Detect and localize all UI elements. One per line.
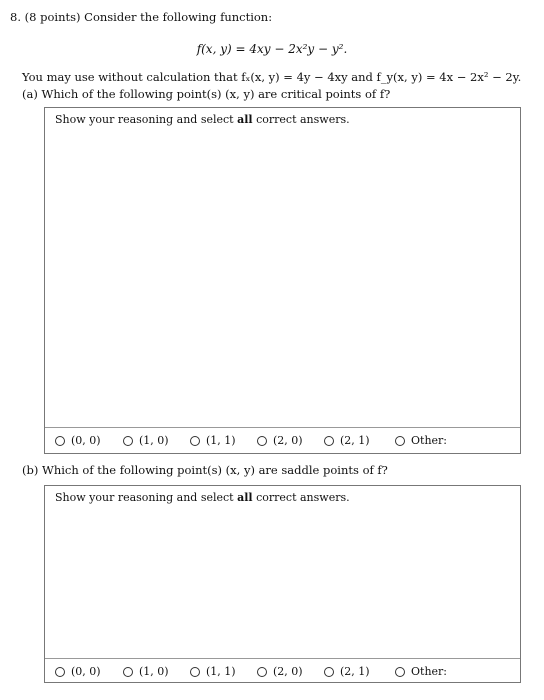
part-b-choice-1-0[interactable]: (1, 0) — [123, 665, 169, 678]
part-a-choice-other[interactable]: Other: — [395, 434, 447, 447]
question-number: 8. — [10, 10, 21, 24]
part-a-instructions: Show your reasoning and select all correct answers. — [55, 113, 350, 126]
part-a-choices — [45, 427, 520, 454]
part-a-label: (a) — [22, 87, 38, 101]
part-b-choice-2-0[interactable]: (2, 0) — [257, 665, 303, 678]
radio-icon[interactable] — [55, 667, 65, 677]
part-a-choice-2-1[interactable]: (2, 1) — [324, 434, 370, 447]
part-b-label: (b) — [22, 463, 39, 477]
radio-icon[interactable] — [324, 667, 334, 677]
part-a-text: Which of the following point(s) (x, y) are critical points of f? — [41, 87, 391, 101]
question-prompt: Consider the following function: — [84, 10, 273, 24]
radio-icon[interactable] — [123, 667, 133, 677]
part-b-instructions: Show your reasoning and select all correct answers. — [55, 491, 350, 504]
part-a-choice-2-0[interactable]: (2, 0) — [257, 434, 303, 447]
part-a-answer-box[interactable] — [44, 107, 521, 454]
part-b-choices — [45, 658, 520, 685]
part-b-choice-2-1[interactable]: (2, 1) — [324, 665, 370, 678]
part-a-choice-0-0[interactable]: (0, 0) — [55, 434, 101, 447]
given-partials: You may use without calculation that fₓ(x, y) = 4y − 4xy and f_y(x, y) = 4x − 2x² − 2y. — [22, 70, 522, 84]
part-b-choice-0-0[interactable]: (0, 0) — [55, 665, 101, 678]
radio-icon[interactable] — [190, 667, 200, 677]
question-header — [10, 10, 272, 24]
function-formula: f(x, y) = 4xy − 2x²y − y². — [196, 42, 348, 56]
part-b-answer-box[interactable] — [44, 485, 521, 683]
part-a-choice-1-1[interactable]: (1, 1) — [190, 434, 236, 447]
part-b-text: Which of the following point(s) (x, y) are saddle points of f? — [42, 463, 388, 477]
part-b-question — [22, 463, 388, 477]
part-b-choice-1-1[interactable]: (1, 1) — [190, 665, 236, 678]
radio-icon[interactable] — [123, 436, 133, 446]
radio-icon[interactable] — [257, 436, 267, 446]
part-a-question — [22, 87, 390, 101]
radio-icon[interactable] — [395, 436, 405, 446]
question-points: (8 points) — [24, 10, 81, 24]
radio-icon[interactable] — [55, 436, 65, 446]
radio-icon[interactable] — [395, 667, 405, 677]
radio-icon[interactable] — [257, 667, 267, 677]
part-b-choice-other[interactable]: Other: — [395, 665, 447, 678]
radio-icon[interactable] — [324, 436, 334, 446]
part-a-choice-1-0[interactable]: (1, 0) — [123, 434, 169, 447]
radio-icon[interactable] — [190, 436, 200, 446]
